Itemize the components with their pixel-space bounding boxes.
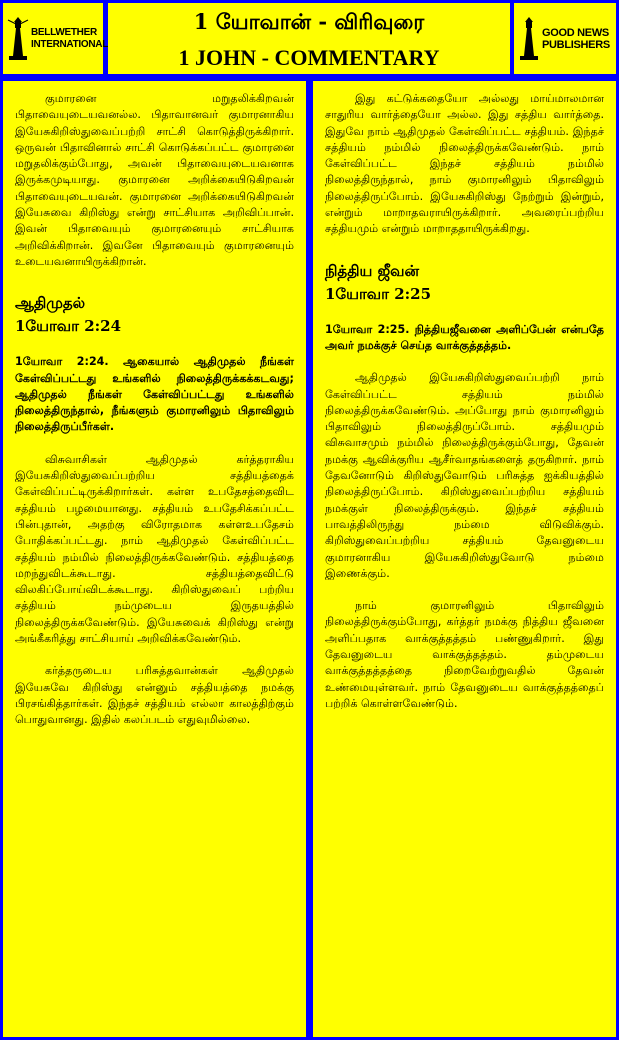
paragraph: நாம் குமாரனிலும் பிதாவிலும் நிலைத்திருக்கும்போது, கர்த்தர் நமக்கு நித்திய ஜீவனை அளிப்பதாக வாக்குத்தத்தம் பண்ணுகிறார். இது தேவனுடைய வாக்குத்தத்தம். தம்முடைய வாக்குத்தத்தத்தை நிறைவேற்றுவதில் தேவன் உண்மையுள்ளவர். நாம் தேவனுடைய வாக்குத்தத்தைப் பற்றிக் கொள்ளவேண்டும். — [325, 599, 604, 710]
paragraph: கர்த்தருடைய பரிசுத்தவான்கள் ஆதிமுதல் இயேசுவே கிறிஸ்து என்னும் சத்தியத்தை நமக்கு பிரசங்கித்தார்கள். இந்தச் சத்தியம் எல்லா காலத்திற்கும் பொதுவானது. இதில் கலப்படம் எதுவுமில்லை. — [15, 664, 294, 727]
page-title-english: 1 JOHN - COMMENTARY — [178, 45, 440, 70]
left-column — [3, 81, 306, 1037]
good-news-logo-text: GOOD NEWS PUBLISHERS — [542, 26, 610, 51]
title-box — [108, 3, 510, 74]
verse-text: 1யோவா 2:25. நித்தியஜீவனை அளிப்பேன் என்பதே அவர் நமக்குச் செய்த வாக்குத்தத்தம். — [325, 322, 604, 352]
section-reference: 1யோவா 2:24 — [15, 317, 122, 336]
section-reference: 1யோவா 2:25 — [325, 284, 432, 303]
paragraph: விசுவாசிகள் ஆதிமுதல் கர்த்தராகிய இயேசுகிறிஸ்துவைப்பற்றிய சத்தியத்தைக் கேள்விப்பட்டிருக்கிறார்கள். கள்ள உபதேசத்தைவிட சத்தியம் பழமையானது. சத்தியம் உபதேசிக்கப்பட்ட பின்புதான், அதற்கு விரோதமாக கள்ளஉபதேசம் போதிக்கப்பட்டது. நாம் ஆதிமுதல் கேள்விப்பட்ட சத்தியம் நம்மில் நிலைத்திருக்கவேண்டும். சத்தியத்தை மறந்துவிடக்கூடாது. சத்தியத்தைவிட்டு விலகிப்போய்விடக்கூடாது. கிறிஸ்துவைப் பற்றிய சத்தியம் நம்முடைய இருதயத்தில் நிலைத்திருக்கவேண்டும். இயேசுவைக் கிறிஸ்து என்று அங்கீகரித்து சாட்சியாய் அறிவிக்கவேண்டும். — [15, 452, 294, 646]
verse-text: 1யோவா 2:24. ஆகையால் ஆதிமுதல் நீங்கள் கேள்விப்பட்டது உங்களில் நிலைத்திருக்கக்கடவது; ஆதிமுதல் நீங்கள் கேள்விப்பட்டது உங்களில் நிலைத்திருந்தால், நீங்களும் குமாரனிலும் பிதாவிலும் நிலைத்திருப்பீர்கள். — [15, 355, 294, 434]
paragraph: ஆதிமுதல் இயேசுகிறிஸ்துவைப்பற்றி நாம் கேள்விப்பட்ட சத்தியம் நம்மில் நிலைத்திருக்கவேண்டும். அப்போது நாம் குமாரனிலும் பிதாவிலும் நிலைத்திருப்போம். சத்தியமும் விசுவாசமும் நம்மில் நிலைத்திருக்கும்போது, தேவன் நமக்கு ஆவிக்குரிய ஆசீர்வாதங்களைத் தருகிறார். நாம் தேவனோடும் கிறிஸ்துவோடும் பரிசுத்த ஐக்கியத்தில் நிலைத்திருப்போம். கிறிஸ்துவைப்பற்றிய சத்தியம் நமக்குள் நிலைத்திருக்கும். இந்தச் சத்தியம் பாவத்திலிருந்து நம்மை விடுவிக்கும். கிறிஸ்துவைப்பற்றிய சத்தியம் தேவனுடைய குமாரனாகிய இயேசுகிறிஸ்துவோடு நம்மை இணைக்கும். — [325, 371, 604, 580]
lighthouse-icon — [518, 16, 540, 62]
section-heading: ஆதிமுதல் — [15, 294, 86, 313]
paragraph: இது கட்டுக்கதையோ அல்லது மாய்மாலமான சாதுரிய வார்த்தையோ அல்ல. இது சத்திய வார்த்தை. இதுவே நாம் ஆதிமுதல் கேள்விப்பட்ட சத்தியம். இந்தச் சத்தியம் நம்மில் நிலைத்திருக்கவேண்டும். நாம் கேள்விப்பட்ட இந்தச் சத்தியம் நம்மில் நிலைத்திருந்தால், நாம் குமாரனிலும் பிதாவிலும் நிலைத்திருப்போம். இயேசுகிறிஸ்து நேற்றும் இன்றும், என்றும் மாறாதவராயிருக்கிறார். அவரைப்பற்றிய சத்தியமும் என்றும் மாறாததாயிருக்கிறது. — [325, 92, 604, 236]
paragraph: குமாரனை மறுதலிக்கிறவன் பிதாவையுடையவனல்ல. பிதாவானவர் குமாரனாகிய இயேசுகிறிஸ்துவைப்பற்றி சாட்சி கொடுத்திருக்கிறார். ஒருவன் பிதாவினால் சாட்சி கொடுக்கப்பட்ட குமாரனை மறுதலிக்கும்போது, அவன் பிதாவையுடையவனாக இருக்கமுடியாது. குமாரனை அறிக்கையிடுகிறவன் பிதாவையுடையவன். குமாரனை அறிக்கையிடுகிறவன் இயேசுவை கிறிஸ்து என்று சாட்சியாக அறிவிப்பான். இவன் பிதாவையும் குமாரனையும் சாட்சியாக அறிவிக்கிறான். இவனே பிதாவையும் குமாரனையும் உடையவனாயிருக்கிறான். — [15, 92, 294, 268]
lighthouse-icon — [7, 16, 29, 62]
bellwether-logo-text: BELLWETHER INTERNATIONAL — [31, 26, 109, 50]
section-heading: நித்திய ஜீவன் — [325, 261, 420, 280]
bellwether-logo — [3, 3, 109, 74]
header — [0, 0, 619, 78]
page-title-tamil: 1 யோவான் - விரிவுரை — [193, 9, 425, 34]
good-news-logo — [514, 3, 616, 74]
right-column — [313, 81, 616, 1037]
column-divider — [306, 78, 313, 1040]
